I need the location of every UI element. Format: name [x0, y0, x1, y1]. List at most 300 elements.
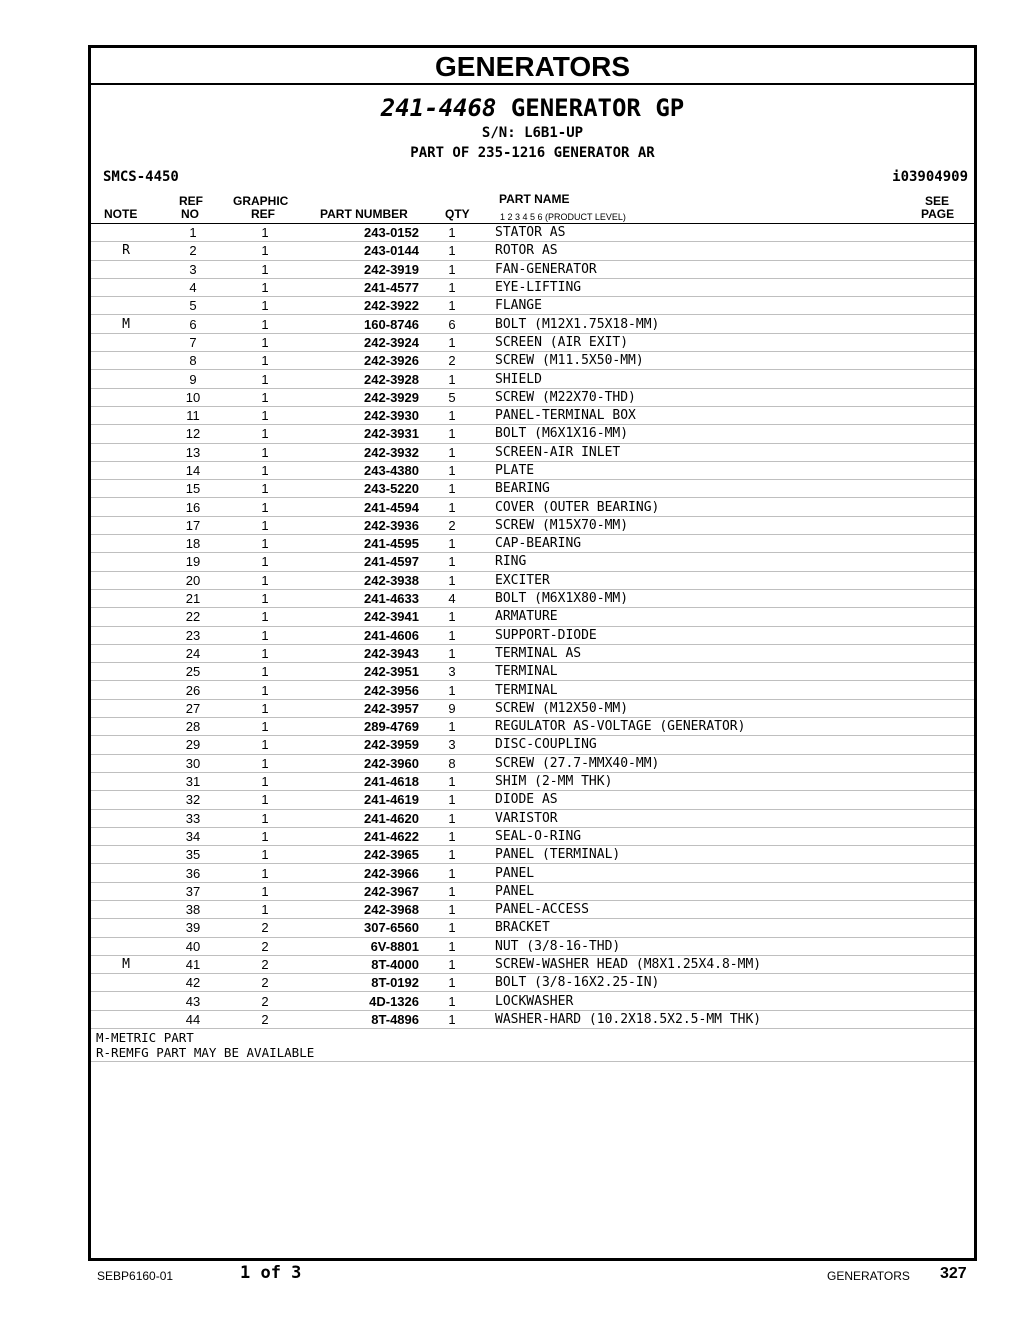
row-graphic-ref: 1 [225, 882, 305, 900]
row-part-number: 241-4633 [305, 589, 429, 607]
table-row [91, 681, 974, 699]
row-part-number: 241-4620 [305, 809, 429, 827]
row-graphic-ref: 2 [225, 955, 305, 973]
row-part-number: 242-3930 [305, 406, 429, 424]
row-note [91, 974, 161, 992]
table-row [91, 644, 974, 662]
row-qty: 1 [429, 644, 475, 662]
row-note [91, 846, 161, 864]
row-qty: 1 [429, 333, 475, 351]
row-graphic-ref: 1 [225, 260, 305, 278]
row-graphic-ref: 1 [225, 608, 305, 626]
row-qty: 1 [429, 992, 475, 1010]
row-note [91, 297, 161, 315]
row-graphic-ref: 1 [225, 846, 305, 864]
row-ref-no: 42 [161, 974, 225, 992]
row-qty: 1 [429, 937, 475, 955]
part-of: PART OF 235-1216 GENERATOR AR [410, 145, 655, 161]
row-ref-no: 27 [161, 699, 225, 717]
row-part-name: PANEL [475, 864, 974, 882]
row-part-name: TERMINAL [475, 663, 974, 681]
row-qty: 1 [429, 626, 475, 644]
row-part-name: SEAL-O-RING [475, 827, 974, 845]
row-part-number: 242-3965 [305, 846, 429, 864]
row-part-name: DISC-COUPLING [475, 736, 974, 754]
row-note [91, 937, 161, 955]
table-row [91, 736, 974, 754]
row-part-number: 242-3936 [305, 516, 429, 534]
row-part-number: 242-3967 [305, 882, 429, 900]
row-qty: 6 [429, 315, 475, 333]
row-graphic-ref: 1 [225, 681, 305, 699]
group-titles [91, 93, 974, 163]
row-part-name: NUT (3/8-16-THD) [475, 937, 974, 955]
table-row [91, 315, 974, 333]
row-qty: 1 [429, 864, 475, 882]
table-row [91, 535, 974, 553]
table-row [91, 388, 974, 406]
row-note [91, 480, 161, 498]
section-banner: GENERATORS [91, 48, 974, 85]
row-note [91, 754, 161, 772]
parts-table [91, 224, 974, 1029]
row-ref-no: 39 [161, 919, 225, 937]
row-ref-no: 31 [161, 772, 225, 790]
row-part-number: 8T-0192 [305, 974, 429, 992]
row-part-number: 242-3922 [305, 297, 429, 315]
row-part-number: 242-3924 [305, 333, 429, 351]
row-part-name: TERMINAL AS [475, 644, 974, 662]
row-part-name: BRACKET [475, 919, 974, 937]
row-part-number: 242-3929 [305, 388, 429, 406]
table-row [91, 626, 974, 644]
row-part-name: PANEL (TERMINAL) [475, 846, 974, 864]
row-ref-no: 24 [161, 644, 225, 662]
row-ref-no: 41 [161, 955, 225, 973]
table-row [91, 224, 974, 242]
row-qty: 1 [429, 553, 475, 571]
row-part-name: SCREW (M12X50-MM) [475, 699, 974, 717]
row-ref-no: 4 [161, 278, 225, 296]
row-part-name: SHIELD [475, 370, 974, 388]
row-ref-no: 29 [161, 736, 225, 754]
row-part-name: ARMATURE [475, 608, 974, 626]
row-ref-no: 34 [161, 827, 225, 845]
row-graphic-ref: 1 [225, 352, 305, 370]
row-note [91, 809, 161, 827]
row-part-number: 243-4380 [305, 461, 429, 479]
row-part-name: SCREEN-AIR INLET [475, 443, 974, 461]
row-part-number: 243-5220 [305, 480, 429, 498]
group-name: GENERATOR GP [510, 94, 685, 122]
row-part-number: 241-4606 [305, 626, 429, 644]
row-ref-no: 8 [161, 352, 225, 370]
row-part-number: 8T-4896 [305, 1010, 429, 1028]
row-graphic-ref: 1 [225, 224, 305, 242]
table-row [91, 864, 974, 882]
row-qty: 1 [429, 224, 475, 242]
row-qty: 5 [429, 388, 475, 406]
table-row [91, 919, 974, 937]
row-note [91, 608, 161, 626]
row-qty: 1 [429, 406, 475, 424]
row-graphic-ref: 2 [225, 919, 305, 937]
row-ref-no: 10 [161, 388, 225, 406]
parts-table-body [91, 224, 974, 1029]
row-part-name: BOLT (3/8-16X2.25-IN) [475, 974, 974, 992]
row-part-number: 241-4597 [305, 553, 429, 571]
row-ref-no: 32 [161, 791, 225, 809]
row-part-number: 241-4618 [305, 772, 429, 790]
row-graphic-ref: 1 [225, 297, 305, 315]
row-part-number: 242-3960 [305, 754, 429, 772]
row-part-name: PANEL [475, 882, 974, 900]
header-qty: QTY [445, 207, 470, 221]
row-qty: 1 [429, 809, 475, 827]
table-row [91, 699, 974, 717]
row-note [91, 827, 161, 845]
row-note [91, 406, 161, 424]
row-note [91, 919, 161, 937]
row-ref-no: 18 [161, 535, 225, 553]
row-part-number: 307-6560 [305, 919, 429, 937]
row-note [91, 535, 161, 553]
footer-doc-id: SEBP6160-01 [97, 1269, 174, 1283]
row-ref-no: 1 [161, 224, 225, 242]
row-qty: 1 [429, 1010, 475, 1028]
row-qty: 1 [429, 242, 475, 260]
table-row [91, 827, 974, 845]
row-graphic-ref: 1 [225, 864, 305, 882]
note-remfg: R-REMFG PART MAY BE AVAILABLE [96, 1045, 315, 1061]
row-qty: 1 [429, 443, 475, 461]
row-qty: 1 [429, 535, 475, 553]
header-graphic-bottom: REF [251, 207, 275, 221]
row-ref-no: 44 [161, 1010, 225, 1028]
row-graphic-ref: 1 [225, 425, 305, 443]
header-part-name: PART NAME [499, 192, 570, 206]
group-part-number: 241-4468 [380, 94, 497, 122]
row-qty: 9 [429, 699, 475, 717]
row-ref-no: 35 [161, 846, 225, 864]
header-see-top: SEE [925, 194, 950, 208]
row-note [91, 864, 161, 882]
header-note: NOTE [104, 207, 138, 221]
row-qty: 1 [429, 900, 475, 918]
row-part-number: 6V-8801 [305, 937, 429, 955]
row-part-name: BOLT (M6X1X80-MM) [475, 589, 974, 607]
row-part-name: TERMINAL [475, 681, 974, 699]
table-row [91, 297, 974, 315]
row-note [91, 626, 161, 644]
row-part-name: VARISTOR [475, 809, 974, 827]
row-qty: 1 [429, 681, 475, 699]
row-qty: 1 [429, 791, 475, 809]
row-part-name: SCREEN (AIR EXIT) [475, 333, 974, 351]
row-part-name: EXCITER [475, 571, 974, 589]
row-qty: 1 [429, 260, 475, 278]
row-part-number: 241-4619 [305, 791, 429, 809]
row-ref-no: 36 [161, 864, 225, 882]
row-part-number: 242-3956 [305, 681, 429, 699]
table-row [91, 260, 974, 278]
row-ref-no: 2 [161, 242, 225, 260]
row-ref-no: 12 [161, 425, 225, 443]
page-footer [0, 1263, 1020, 1293]
header-graphic-top: GRAPHIC [233, 194, 289, 208]
note-metric: M-METRIC PART [96, 1030, 194, 1046]
row-part-number: 242-3957 [305, 699, 429, 717]
row-part-name: LOCKWASHER [475, 992, 974, 1010]
row-part-number: 4D-1326 [305, 992, 429, 1010]
row-part-name: BOLT (M6X1X16-MM) [475, 425, 974, 443]
table-row [91, 882, 974, 900]
row-note [91, 516, 161, 534]
row-graphic-ref: 1 [225, 791, 305, 809]
row-qty: 1 [429, 297, 475, 315]
row-graphic-ref: 2 [225, 992, 305, 1010]
row-ref-no: 14 [161, 461, 225, 479]
table-row [91, 370, 974, 388]
row-part-number: 243-0144 [305, 242, 429, 260]
table-row [91, 425, 974, 443]
row-ref-no: 37 [161, 882, 225, 900]
row-note [91, 718, 161, 736]
row-part-name: COVER (OUTER BEARING) [475, 498, 974, 516]
parts-page-frame [88, 45, 977, 1261]
row-qty: 1 [429, 772, 475, 790]
footer-page-number: 327 [940, 1265, 967, 1282]
row-note [91, 278, 161, 296]
row-qty: 1 [429, 571, 475, 589]
row-qty: 3 [429, 736, 475, 754]
row-part-name: SCREW (M22X70-THD) [475, 388, 974, 406]
footer-section: GENERATORS [827, 1269, 910, 1283]
table-row [91, 663, 974, 681]
row-part-name: DIODE AS [475, 791, 974, 809]
footer-page-of: 1 of 3 [240, 1263, 302, 1283]
table-row [91, 352, 974, 370]
row-graphic-ref: 1 [225, 900, 305, 918]
row-part-name: BOLT (M12X1.75X18-MM) [475, 315, 974, 333]
row-qty: 1 [429, 718, 475, 736]
row-part-name: SCREW (M15X70-MM) [475, 516, 974, 534]
row-qty: 8 [429, 754, 475, 772]
row-note [91, 992, 161, 1010]
table-row [91, 516, 974, 534]
row-part-name: SHIM (2-MM THK) [475, 772, 974, 790]
row-part-number: 8T-4000 [305, 955, 429, 973]
row-part-number: 242-3926 [305, 352, 429, 370]
row-graphic-ref: 1 [225, 699, 305, 717]
row-graphic-ref: 1 [225, 480, 305, 498]
row-graphic-ref: 2 [225, 974, 305, 992]
table-row [91, 992, 974, 1010]
row-ref-no: 33 [161, 809, 225, 827]
row-note [91, 370, 161, 388]
row-part-number: 242-3919 [305, 260, 429, 278]
header-ref-top: REF [179, 194, 203, 208]
row-graphic-ref: 1 [225, 406, 305, 424]
header-see-bottom: PAGE [921, 207, 955, 221]
row-qty: 1 [429, 955, 475, 973]
notes-block [91, 1029, 974, 1062]
row-ref-no: 30 [161, 754, 225, 772]
row-graphic-ref: 1 [225, 809, 305, 827]
row-qty: 1 [429, 827, 475, 845]
row-ref-no: 43 [161, 992, 225, 1010]
serial-number: S/N: L6B1-UP [481, 125, 584, 141]
row-ref-no: 20 [161, 571, 225, 589]
row-graphic-ref: 1 [225, 516, 305, 534]
row-ref-no: 23 [161, 626, 225, 644]
row-part-name: FAN-GENERATOR [475, 260, 974, 278]
row-note: M [91, 955, 161, 973]
group-title [91, 93, 974, 123]
row-part-number: 241-4595 [305, 535, 429, 553]
table-row [91, 955, 974, 973]
row-part-name: RING [475, 553, 974, 571]
row-part-name: SCREW (M11.5X50-MM) [475, 352, 974, 370]
table-row [91, 900, 974, 918]
table-row [91, 498, 974, 516]
row-qty: 2 [429, 352, 475, 370]
table-row [91, 937, 974, 955]
row-part-number: 242-3951 [305, 663, 429, 681]
row-note [91, 663, 161, 681]
row-ref-no: 5 [161, 297, 225, 315]
row-graphic-ref: 2 [225, 1010, 305, 1028]
row-graphic-ref: 1 [225, 644, 305, 662]
row-note [91, 736, 161, 754]
header-ref-bottom: NO [181, 207, 199, 221]
table-row [91, 461, 974, 479]
row-note [91, 224, 161, 242]
row-part-number: 243-0152 [305, 224, 429, 242]
row-note [91, 498, 161, 516]
table-row [91, 553, 974, 571]
row-ref-no: 3 [161, 260, 225, 278]
row-part-name: STATOR AS [475, 224, 974, 242]
row-qty: 1 [429, 278, 475, 296]
row-qty: 3 [429, 663, 475, 681]
table-row [91, 791, 974, 809]
table-row [91, 242, 974, 260]
row-qty: 1 [429, 461, 475, 479]
row-note [91, 699, 161, 717]
row-ref-no: 7 [161, 333, 225, 351]
table-row [91, 1010, 974, 1028]
row-ref-no: 26 [161, 681, 225, 699]
row-note [91, 553, 161, 571]
row-ref-no: 11 [161, 406, 225, 424]
row-qty: 1 [429, 370, 475, 388]
row-note: R [91, 242, 161, 260]
row-qty: 1 [429, 608, 475, 626]
row-graphic-ref: 2 [225, 937, 305, 955]
row-graphic-ref: 1 [225, 571, 305, 589]
row-ref-no: 28 [161, 718, 225, 736]
table-row [91, 754, 974, 772]
row-ref-no: 9 [161, 370, 225, 388]
table-row [91, 974, 974, 992]
row-graphic-ref: 1 [225, 498, 305, 516]
code-line [91, 169, 974, 191]
row-part-name: PANEL-TERMINAL BOX [475, 406, 974, 424]
row-note [91, 644, 161, 662]
row-note: M [91, 315, 161, 333]
row-ref-no: 6 [161, 315, 225, 333]
row-note [91, 882, 161, 900]
row-note [91, 681, 161, 699]
row-graphic-ref: 1 [225, 443, 305, 461]
row-note [91, 461, 161, 479]
row-qty: 2 [429, 516, 475, 534]
smcs-code: SMCS-4450 [103, 169, 179, 185]
row-part-name: FLANGE [475, 297, 974, 315]
row-graphic-ref: 1 [225, 315, 305, 333]
row-part-number: 242-3966 [305, 864, 429, 882]
illustration-id: i03904909 [892, 169, 968, 185]
row-note [91, 791, 161, 809]
row-ref-no: 40 [161, 937, 225, 955]
row-part-number: 242-3943 [305, 644, 429, 662]
table-row [91, 406, 974, 424]
row-qty: 1 [429, 974, 475, 992]
table-row [91, 480, 974, 498]
row-ref-no: 17 [161, 516, 225, 534]
row-ref-no: 19 [161, 553, 225, 571]
table-row [91, 443, 974, 461]
row-qty: 1 [429, 425, 475, 443]
row-qty: 1 [429, 480, 475, 498]
row-graphic-ref: 1 [225, 278, 305, 296]
row-ref-no: 22 [161, 608, 225, 626]
row-note [91, 425, 161, 443]
row-graphic-ref: 1 [225, 718, 305, 736]
row-qty: 1 [429, 882, 475, 900]
row-part-number: 241-4577 [305, 278, 429, 296]
row-graphic-ref: 1 [225, 754, 305, 772]
row-note [91, 352, 161, 370]
row-graphic-ref: 1 [225, 242, 305, 260]
row-note [91, 443, 161, 461]
row-note [91, 571, 161, 589]
row-graphic-ref: 1 [225, 827, 305, 845]
row-part-number: 242-3938 [305, 571, 429, 589]
row-graphic-ref: 1 [225, 626, 305, 644]
row-graphic-ref: 1 [225, 388, 305, 406]
header-product-level: 1 2 3 4 5 6 (PRODUCT LEVEL) [500, 212, 626, 222]
row-part-name: SCREW (27.7-MMX40-MM) [475, 754, 974, 772]
table-row [91, 846, 974, 864]
row-qty: 1 [429, 498, 475, 516]
row-ref-no: 15 [161, 480, 225, 498]
row-part-name: REGULATOR AS-VOLTAGE (GENERATOR) [475, 718, 974, 736]
row-note [91, 589, 161, 607]
row-part-number: 242-3928 [305, 370, 429, 388]
row-qty: 1 [429, 846, 475, 864]
row-part-name: BEARING [475, 480, 974, 498]
row-ref-no: 25 [161, 663, 225, 681]
row-part-name: WASHER-HARD (10.2X18.5X2.5-MM THK) [475, 1010, 974, 1028]
row-part-number: 241-4622 [305, 827, 429, 845]
row-graphic-ref: 1 [225, 370, 305, 388]
row-part-name: SCREW-WASHER HEAD (M8X1.25X4.8-MM) [475, 955, 974, 973]
row-graphic-ref: 1 [225, 736, 305, 754]
row-graphic-ref: 1 [225, 553, 305, 571]
row-ref-no: 21 [161, 589, 225, 607]
